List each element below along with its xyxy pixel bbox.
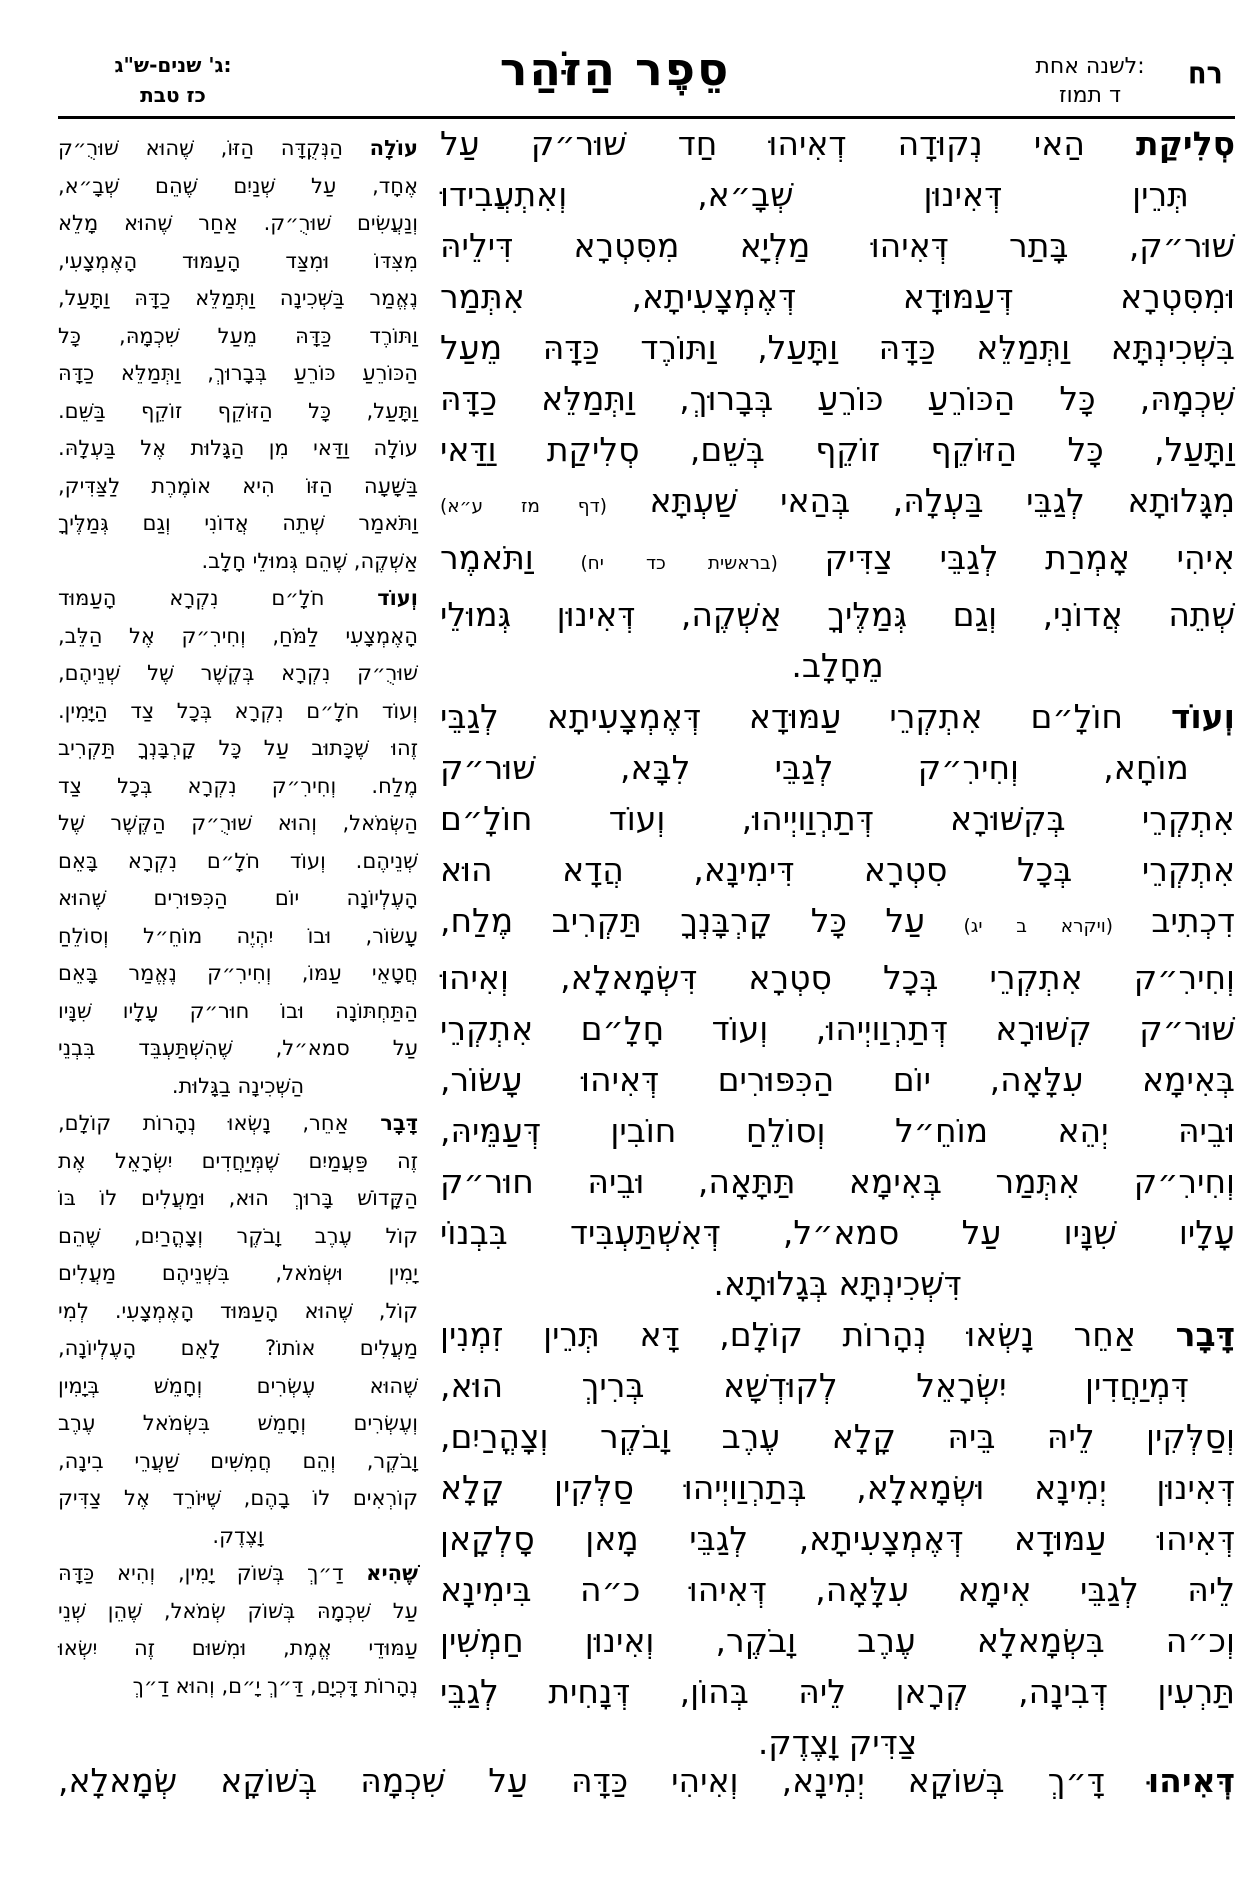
text-line [58, 1518, 418, 1556]
text-line [58, 1480, 418, 1518]
text-segment: אַשְׁקֶה, שֶׁהֵם גְּמוּלֵי חָלָב. [201, 548, 418, 573]
text-segment: וְחִירִ״ק אִתְּמַר בְּאִימָא תַּתָּאָה, וּבֵיהּ חוּר״ק [440, 1162, 1235, 1201]
text-segment: הַאי נְקוּדָה דְאִיהוּ חַד שׁוּר״ק עַל [440, 124, 1137, 163]
text-line [440, 793, 1235, 844]
text-segment: וַתֹּאמַר שְׁתֵה אֲדוֹנִי וְגַם גְּמַלֶּיךָ [58, 511, 418, 535]
text-segment: אֶחָד, עַל שְׁנַיִם שֶׁהֵם שְׁבָ״א, [58, 173, 418, 198]
header-cycle-right [1000, 52, 1180, 110]
text-segment: אִתְקְרֵי בְּכָל סִטְרָא דִּימִינָא, הֲדָא הוּא [440, 850, 1235, 889]
text-segment: מֶלַח. וְחִירִ״ק נִקְרָא בְּכָל צַד [58, 773, 418, 798]
text-line [58, 355, 418, 393]
text-line [58, 1443, 418, 1481]
text-line [58, 1630, 418, 1668]
text-segment: וָצֶדֶק. [212, 1523, 264, 1548]
text-line [58, 205, 418, 243]
text-line [440, 640, 1235, 691]
header-left-top: ג' שנים-ש"ג: [114, 53, 232, 77]
text-line [440, 1309, 1235, 1360]
text-line [440, 1105, 1235, 1156]
text-segment: שׁוּר״ק קִשּׁוּרָא דְּתַרְוַויְיהוּ, וְעוֹד חָלָ״ם אִתְקְרֵי [440, 1009, 1235, 1048]
text-segment: הַקָּדוֹשׁ בָּרוּךְ הוּא, וּמַעֲלִים לוֹ בּוֹ [58, 1186, 418, 1210]
text-line [440, 1615, 1235, 1666]
text-segment: קוֹל עֶרֶב וָבֹקֶר וְצָהֳרַיִם, שֶׁהֵם [58, 1223, 418, 1248]
text-segment: קוֹרְאִים לוֹ בָהֶם, שֶׁיּוֹרֵד אֶל צַדִּיק [58, 1486, 418, 1510]
text-line [58, 468, 418, 506]
text-segment: דַ״ךְ בְּשׁוֹק יָמִין, וְהִיא כַּדָּהּ [58, 1561, 367, 1585]
text-segment: מַעֲלִים אוֹתוֹ? לָאֵם הָעֶלְיוֹנָה, [58, 1336, 418, 1360]
translation-column [58, 130, 418, 1705]
text-segment: מִגָּלוּתָא לְגַבֵּי בַּעְלָהּ, בְּהַאי שַׁעְתָּא [606, 481, 1235, 520]
text-segment: חֹלָ״ם נִקְרָא הָעַמּוּד [58, 586, 378, 610]
text-segment: לֵיהּ לְגַבֵּי אִימָא עִלָּאָה, דְּאִיהוּ כ״ה בִּימִינָא [440, 1570, 1235, 1609]
text-line [58, 430, 418, 468]
text-segment: חֲטָאֵי עַמּוֹ, וְחִירִ״ק נֶאֱמַר בָּאֵם [58, 961, 418, 985]
text-line [58, 1368, 418, 1406]
text-line [58, 918, 418, 956]
text-segment: שֶׁהוּא עֶשְׂרִים וְחָמֵשׁ בְּיָמִין [58, 1373, 418, 1398]
text-line [440, 169, 1235, 220]
paragraph-initial-word: וְעוֹד [377, 586, 418, 610]
text-line [58, 843, 418, 881]
text-line [440, 322, 1235, 373]
text-segment: תַּרְעִין דְּבִינָה, קְרָאן לֵיהּ בְּהוֹן, דְּנָחִית לְגַבֵּי [440, 1672, 1235, 1711]
text-line [58, 618, 418, 656]
aramaic-paragraph [440, 1309, 1235, 1768]
header-left-bottom: כז טבת [140, 83, 206, 107]
text-line [58, 1755, 1235, 1806]
paragraph-initial-word: דְּאִיהוּ [1147, 1761, 1235, 1800]
text-segment: מֵחָלָב. [791, 646, 884, 685]
text-line [440, 118, 1235, 169]
aramaic-paragraph [440, 691, 1235, 1309]
text-line [58, 280, 418, 318]
text-segment: הָעֶלְיוֹנָה יוֹם הַכִּפּוּרִים שֶׁהוּא [58, 886, 418, 910]
text-line [58, 693, 418, 731]
text-line [58, 1218, 418, 1256]
text-segment: עַל סמא״ל, שֶׁהִשְׁתַּעְבֵּד בִּבְנֵי [58, 1036, 418, 1060]
text-segment: דָּ״ךְ בְּשׁוֹקָא יְמִינָא, וְאִיהִי כַּדָּהּ עַל שִׁכְמָהּ בְּשׁוֹקָא שְׂמָאלָא, [58, 1761, 1148, 1800]
text-line [58, 168, 418, 206]
header-right-bottom: ד תמוז [1058, 83, 1121, 108]
text-line [58, 1030, 418, 1068]
text-line [58, 1668, 418, 1706]
text-segment: שׁוּר״ק, בָּתַר דְּאִיהוּ מַלְיָא מִסִּטְרָא דִּילֵיהּ [440, 226, 1235, 265]
text-segment: עָשׂוֹר, וּבוֹ יִהְיֶה מוֹחֵ״ל וְסוֹלֵחַ [58, 923, 418, 948]
text-segment: וַתָּעַל, כָּל הַזּוֹקֵף זוֹקֵף בַּשֵּׁם. [58, 398, 418, 423]
text-segment: שְׁתֵה אֲדוֹנִי, וְגַם גְּמַלֶּיךָ אַשְׁקֶה, דְּאִינוּן גְּמוּלֵי [440, 595, 1235, 634]
paragraph-initial-word: סְלִיקַת [1136, 124, 1235, 163]
text-line [58, 318, 418, 356]
text-segment: דְּאִינוּן יְמִינָא וּשְׂמָאלָא, בְּתַרְוַויְיהוּ סַלְּקִין קָלָא [440, 1468, 1235, 1507]
text-line [58, 1255, 418, 1293]
text-segment: נֶאֱמַר בַּשְּׁכִינָה וַתְּמַלֵּא כַדָּהּ וַתָּעַל, [58, 286, 418, 310]
text-line [58, 1105, 418, 1143]
text-line [58, 655, 418, 693]
text-segment: וְחִירִ״ק אִתְקְרֵי בְּכָל סִטְרָא דִּשְׂמָאלָא, וְאִיהוּ [440, 958, 1235, 997]
text-line [440, 532, 1235, 589]
text-line [58, 1330, 418, 1368]
text-segment: זֶה פַּעֲמַיִם שֶׁמְּיַחֲדִים יִשְׂרָאֵל אֶת [58, 1148, 418, 1173]
text-line [440, 1156, 1235, 1207]
aramaic-paragraph [440, 118, 1235, 691]
text-line [440, 1666, 1235, 1717]
text-line [58, 768, 418, 806]
text-segment: דִּשְׁכִינְתָּא בְּגָלוּתָא. [713, 1264, 962, 1303]
text-segment: הַשְּׂמֹאל, וְהוּא שׁוּרֻ״ק הַקֶּשֶׁר שֶׁל [58, 811, 418, 835]
text-segment: אִיהִי אָמְרַת לְגַבֵּי צַדִּיק [777, 538, 1235, 577]
paragraph-initial-word: עוֹלָה [369, 136, 418, 160]
text-segment: שִׁכְמָהּ, כָּל הַכּוֹרֵעַ כּוֹרֵעַ בְּבָרוּךְ, וַתְּמַלֵּא כַדָּהּ [440, 379, 1235, 418]
text-line [58, 393, 418, 431]
text-segment: וְסַלְּקִין לֵיהּ בֵּיהּ קָלָא עֶרֶב וָבֹקֶר וְצָהֳרַיִם, [440, 1417, 1235, 1456]
text-line [440, 1564, 1235, 1615]
text-segment: וּמִסִּטְרָא דְּעַמּוּדָא דְּאֶמְצָעִיתָא, אִתְּמַר [440, 277, 1235, 316]
text-line [58, 1180, 418, 1218]
text-line [440, 844, 1235, 895]
text-segment: יָמִין וּשְׂמֹאל, בִּשְׁנֵיהֶם מַעֲלִים [58, 1261, 418, 1285]
text-segment: עַמּוּדֵי אֱמֶת, וּמִשּׁוּם זֶה יִשְׂאוּ [58, 1636, 418, 1660]
text-segment: צַדִּיק וָצֶדֶק. [757, 1723, 918, 1762]
header-cycle-left [88, 50, 258, 110]
text-segment: מוֹחָא, וְחִירִ״ק לְגַבֵּי לִבָּא, שׁוּר״ק [440, 748, 1189, 787]
text-line [58, 1405, 418, 1443]
text-line [58, 805, 418, 843]
verse-reference: (דף מז ע״א) [440, 496, 607, 517]
text-segment: שְׁנֵיהֶם. וְעוֹד חֹלָ״ם נִקְרָא בָּאֵם [58, 848, 418, 873]
text-line [58, 1555, 418, 1593]
text-segment: אַחֵר, נָשְׂאוּ נְהָרוֹת קוֹלָם, [58, 1111, 381, 1135]
text-line [440, 271, 1235, 322]
translation-paragraph [58, 130, 418, 580]
text-line [440, 373, 1235, 424]
text-segment: וְעוֹד חֹלָ״ם נִקְרָא בְּכָל צַד הַיָּמִין. [58, 698, 418, 723]
text-line [440, 1462, 1235, 1513]
translation-paragraph [58, 580, 418, 1105]
text-line [440, 1360, 1235, 1411]
text-segment: וְכ״ה בִּשְׂמָאלָא עֶרֶב וָבֹקֶר, וְאִינוּן חַמְשִׁין [440, 1621, 1235, 1660]
text-segment: בַּשָּׁעָה הַזּוֹ הִיא אוֹמֶרֶת לַצַּדִּיק, [58, 473, 418, 498]
text-segment: קוֹל, שֶׁהוּא הָעַמּוּד הָאֶמְצָעִי. לְמִי [58, 1298, 418, 1323]
text-segment: עַל כָּל קָרְבָּנְךָ תַּקְרִיב מֶלַח, [440, 901, 964, 940]
text-line [440, 1054, 1235, 1105]
text-segment: בְּאִימָא עִלָּאָה, יוֹם הַכִּפּוּרִים דְּאִיהוּ עָשׂוֹר, [440, 1060, 1235, 1099]
text-line [440, 691, 1235, 742]
text-line [58, 1143, 418, 1181]
text-segment: בִּשְׁכִינְתָּא וַתְּמַלֵּא כַּדָּהּ וַתָּעַל, וַתּוֹרֶד כַּדָּהּ מֵעַל [440, 328, 1235, 367]
text-segment: וַתָּעַל, כָּל הַזּוֹקֵף זוֹקֵף בְּשֵׁם, סְלִיקַת וַדַּאי [440, 430, 1235, 469]
text-segment: וַתֹּאמֶר [440, 538, 581, 577]
verse-reference: (בראשית כד יח) [580, 553, 778, 574]
text-segment: דִכְתִיב [1112, 901, 1235, 940]
paragraph-initial-word: וְעוֹד [1170, 697, 1235, 736]
text-segment: הַנְּקֻדָּה הַזּוֹ, שֶׁהוּא שׁוּרֻ״ק [58, 136, 370, 160]
text-segment: דְּאִיהוּ עַמּוּדָא דְּאֶמְצָעִיתָא, לְגַבֵּי מָאן סָלְקָאן [440, 1519, 1235, 1558]
text-line [440, 1003, 1235, 1054]
text-segment: וָבֹקֶר, וְהֵם חֲמִשִּׁים שַׁעֲרֵי בִינָה, [58, 1448, 418, 1473]
text-line [440, 742, 1235, 793]
text-line [58, 880, 418, 918]
paragraph-initial-word: דָּבָר [380, 1111, 418, 1135]
text-line [58, 1068, 418, 1106]
text-segment: הַשְּׁכִינָה בַגָּלוּת. [171, 1073, 305, 1098]
text-line [58, 505, 418, 543]
aramaic-column [440, 118, 1235, 1768]
text-segment: אִתְקְרֵי בְּקִשּׁוּרָא דְּתַרְוַויְיהוּ, וְעוֹד חוֹלָ״ם [440, 799, 1235, 838]
text-segment: דִּמְיַחֲדִין יִשְׂרָאֵל לְקוּדְשָׁא בְּרִיךְ הוּא, [440, 1366, 1189, 1405]
text-line [440, 895, 1235, 952]
text-segment: וְעֶשְׂרִים וְחָמֵשׁ בִּשְׂמֹאל עֶרֶב [58, 1411, 418, 1435]
text-line [440, 589, 1235, 640]
text-segment: וּבֵיהּ יְהֵא מוֹחֵ״ל וְסוֹלֵחַ חוֹבִין דְּעַמֵּיהּ, [440, 1111, 1235, 1150]
text-line [440, 952, 1235, 1003]
text-line [440, 220, 1235, 271]
text-segment: הָאֶמְצָעִי לַמֹּחַ, וְחִירִ״ק אֶל הַלֵּב, [58, 623, 418, 648]
text-line [58, 543, 418, 581]
text-line [58, 580, 418, 618]
text-segment: תְּרֵין דְּאִינוּן שְׁבָ״א, וְאִתְעֲבִידוּ [440, 175, 1189, 214]
text-line [440, 475, 1235, 532]
text-line [58, 730, 418, 768]
verse-reference: (ויקרא ב יג) [963, 916, 1113, 937]
text-segment: וְנַעֲשִׂים שׁוּרֻ״ק. אַחַר שֶׁהוּא מָלֵא [58, 211, 418, 235]
text-segment: אַחֵר נָשְׂאוּ נְהָרוֹת קוֹלָם, דָּא תְּרֵין זִמְנִין [440, 1315, 1176, 1354]
paragraph-initial-word: דָּבָר [1175, 1315, 1235, 1354]
text-segment: חוֹלָ״ם אִתְקְרֵי עַמּוּדָא דְּאֶמְצָעִיתָא לְגַבֵּי [440, 697, 1171, 736]
footer-paragraph [58, 1755, 1235, 1806]
text-segment: עַל שִׁכְמָהּ בְּשׁוֹק שְׂמֹאל, שֶׁהֵן שְׁנֵי [58, 1598, 418, 1623]
text-segment: עוֹלָה וַדַּאי מִן הַגָּלוּת אֶל בַּעְלָהּ. [58, 436, 418, 460]
text-segment: שׁוּרֻ״ק נִקְרָא בְּקֶשֶׁר שֶׁל שְׁנֵיהֶם, [58, 661, 418, 685]
text-line [58, 955, 418, 993]
book-title: סֵפֶר הַזֹּהַר [499, 42, 731, 96]
text-line [58, 1593, 418, 1631]
footer-text-line [58, 1755, 1235, 1806]
text-segment: הַתַּחְתּוֹנָה וּבוֹ חוּר״ק עָלָיו שִׁנָּיו [58, 998, 418, 1023]
text-segment: מִצִּדּוֹ וּמִצַּד הָעַמּוּד הָאֶמְצָעִי, [58, 248, 418, 273]
text-line [58, 243, 418, 281]
text-line [440, 1258, 1235, 1309]
text-segment: הַכּוֹרֵעַ כּוֹרֵעַ בְּבָרוּךְ, וַתְּמַלֵּא כַדָּהּ [58, 361, 418, 385]
text-line [440, 1207, 1235, 1258]
text-line [440, 424, 1235, 475]
text-segment: נְהָרוֹת דָּכְיָם, דַּ״ךְ יָ״ם, וְהוּא דַ״ךְ [132, 1673, 418, 1698]
text-segment: עָלָיו שִׁנָּיו עַל סמא״ל, דְּאִשְׁתַּעְבִּיד בִּבְנוֹי [440, 1213, 1235, 1252]
text-line [58, 1293, 418, 1331]
text-segment: וַתּוֹרֶד כַּדָּהּ מֵעַל שִׁכְמָהּ, כָּל [58, 323, 418, 348]
paragraph-initial-word: שֶׁהִיא [366, 1561, 418, 1585]
text-line [58, 993, 418, 1031]
translation-paragraph [58, 1555, 418, 1705]
page-number: רח [1188, 55, 1223, 92]
text-segment: זֶהוּ שֶׁכָּתוּב עַל כָּל קָרְבָּנְךָ תַּקְרִיב [58, 736, 418, 760]
translation-paragraph [58, 1105, 418, 1555]
text-line [440, 1411, 1235, 1462]
text-line [58, 130, 418, 168]
header-right-top: לשנה אחת: [1035, 54, 1145, 79]
text-line [440, 1513, 1235, 1564]
